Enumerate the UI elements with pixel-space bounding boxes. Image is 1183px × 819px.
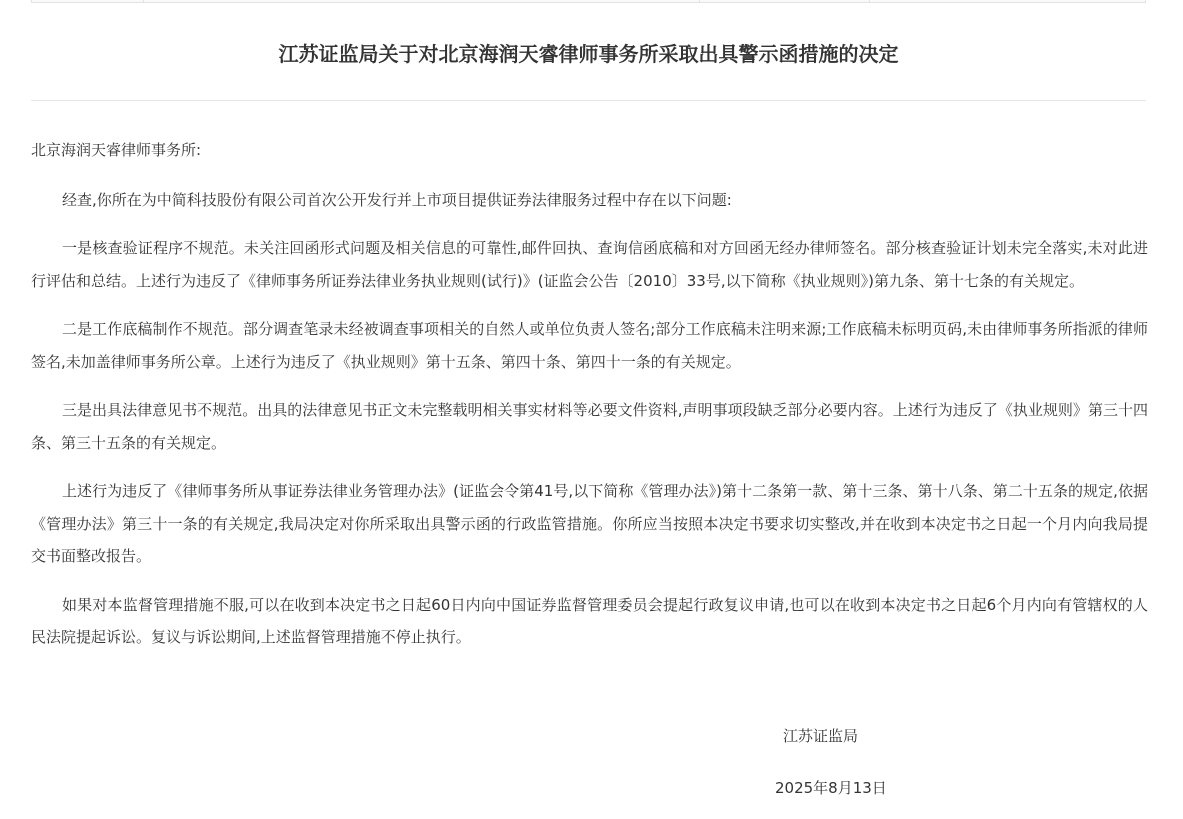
title-divider [31, 100, 1146, 101]
salutation: 北京海润天睿律师事务所: [31, 141, 202, 159]
paragraph-appeal-rights: 如果对本监督管理措施不服,可以在收到本决定书之日起60日内向中国证券监督管理委员会提起行政复议申请,也可以在收到本决定书之日起6个月内向有管辖权的人民法院提起诉讼。复议与诉讼期间,上述监督管理措施不停止执行。 [31, 595, 1148, 646]
signature-organization: 江苏证监局 [783, 727, 859, 745]
table-cell-divider [143, 0, 144, 3]
paragraph-findings-intro: 经查,你所在为中简科技股份有限公司首次公开发行并上市项目提供证券法律服务过程中存在以下问题: [62, 190, 732, 209]
document-body [31, 134, 1148, 670]
paragraph-decision: 上述行为违反了《律师事务所从事证券法律业务管理办法》(证监会令第41号,以下简称《管理办法》)第十二条第一款、第十三条、第十八条、第二十五条的规定,依据《管理办法》第三十一条的有关规定,我局决定对你所采取出具警示函的行政监管措施。你所应当按照本决定书要求切实整改,并在收到本决定书之日起一个月内向我局提交书面整改报告。 [31, 482, 1148, 565]
paragraph-issue-2: 二是工作底稿制作不规范。部分调查笔录未经被调查事项相关的自然人或单位负责人签名;部分工作底稿未注明来源;工作底稿未标明页码,未由律师事务所指派的律师签名,未加盖律师事务所公章。上述行为违反了《执业规则》第十五条、第四十条、第四十一条的有关规定。 [31, 320, 1148, 371]
top-table-edge [31, 0, 1146, 3]
document-title: 江苏证监局关于对北京海润天睿律师事务所采取出具警示函措施的决定 [278, 42, 899, 66]
paragraph-issue-3: 三是出具法律意见书不规范。出具的法律意见书正文未完整载明相关事实材料等必要文件资料,声明事项段缺乏部分必要内容。上述行为违反了《执业规则》第三十四条、第三十五条的有关规定。 [31, 401, 1148, 452]
table-cell-divider [869, 0, 870, 3]
paragraph-issue-1: 一是核查验证程序不规范。未关注回函形式问题及相关信息的可靠性,邮件回执、查询信函底稿和对方回函无经办律师签名。部分核查验证计划未完全落实,未对此进行评估和总结。上述行为违反了《律师事务所证券法律业务执业规则(试行)》(证监会公告〔2010〕33号,以下简称《执业规则》)第九条、第十七条的有关规定。 [31, 239, 1148, 290]
table-cell-divider [699, 0, 700, 3]
signature-date: 2025年8月13日 [775, 779, 887, 797]
